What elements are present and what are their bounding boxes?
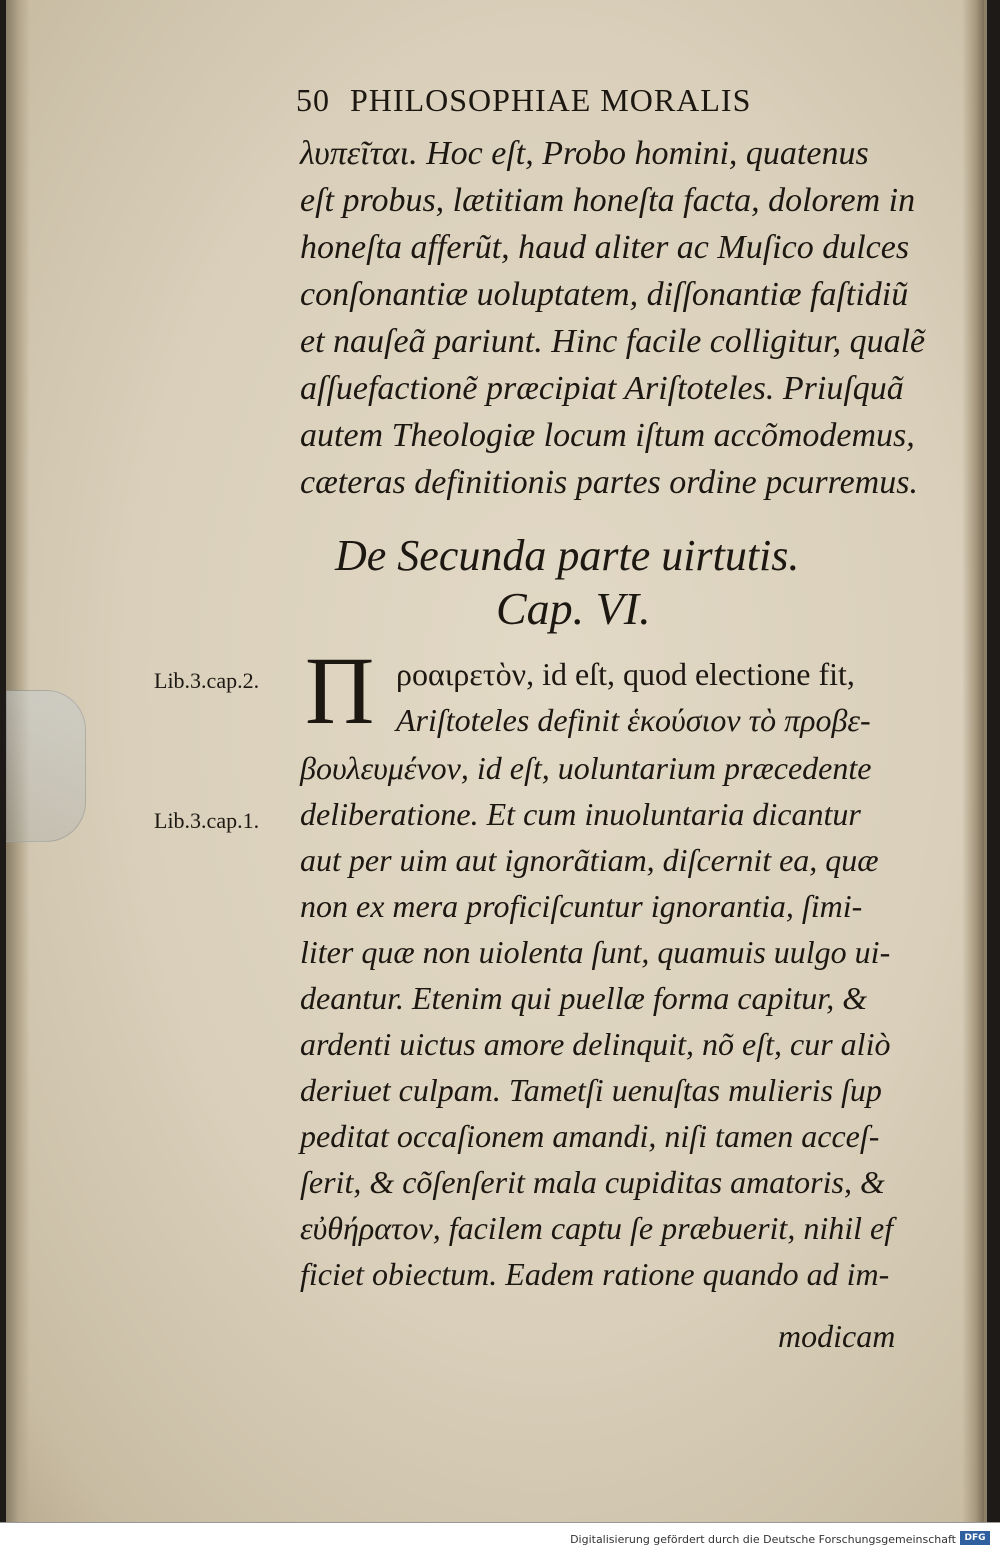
margin-note: Lib.3.cap.1. [154, 808, 260, 833]
text-line: cæteras definitionis partes ordine pcurremus. [300, 464, 918, 501]
margin-note: Lib.3.cap.2. [154, 668, 260, 693]
catchword: modicam [778, 1318, 896, 1354]
page-edge [962, 0, 984, 1522]
text-line: ſerit, & cõſenſerit mala cupiditas amatoris, & [300, 1164, 885, 1200]
drop-capital: Π [305, 637, 375, 744]
text-line: autem Theologiæ locum iſtum accõmodemus, [300, 417, 915, 454]
text-line: deriuet culpam. Tametſi uenuſtas mulieris ſup [300, 1072, 882, 1108]
text-line: deliberatione. Et cum inuoluntaria dicantur [300, 796, 861, 832]
footer-credit: Digitalisierung gefördert durch die Deutsche Forschungsgemeinschaft [570, 1533, 956, 1546]
text-line: et nauſeã pariunt. Hinc facile colligitur, qualẽ [300, 323, 926, 360]
running-head-title: PHILOSOPHIAE MORALIS [350, 82, 752, 118]
text-line: aut per uim aut ignorãtiam, diſcernit ea, quæ [300, 842, 879, 878]
text-line: λυπεῖται. Hoc eſt, Probo homini, quatenus [300, 135, 869, 172]
running-header [296, 82, 876, 119]
text-line: honeſta afferũt, haud aliter ac Muſico dulces [300, 229, 910, 266]
section-heading: De Secunda parte uirtutis. [335, 531, 800, 580]
text-line: conſonantiæ uoluptatem, diſſonantiæ faſtidiũ [300, 276, 909, 313]
page-number: 50 [296, 82, 330, 118]
text-line: aſſuefactionẽ præcipiat Ariſtoteles. Priuſquã [300, 370, 904, 407]
text-line: Ariſtoteles definit ἑκούσιον τὸ προβε- [396, 702, 871, 738]
text-line: deantur. Etenim qui puellæ forma capitur, & [300, 980, 868, 1016]
text-line: ροαιρετὸν, id eſt, quod electione fit, [396, 656, 855, 692]
text-line: non ex mera proficiſcuntur ignorantia, ſimi- [300, 888, 863, 924]
chapter-number: Cap. VI. [496, 583, 651, 634]
text-line: εὐθήρατον, facilem captu ſe præbuerit, nihil ef [300, 1210, 894, 1246]
dfg-logo: DFG [960, 1531, 990, 1545]
text-line: peditat occaſionem amandi, niſi tamen acceſ- [300, 1118, 880, 1154]
text-line: liter quæ non uiolenta ſunt, quamuis uulgo ui- [300, 934, 891, 970]
text-line: ficiet obiectum. Eadem ratione quando ad im- [300, 1256, 890, 1292]
text-line: βουλευμένον, id eſt, uoluntarium præcedente [300, 750, 872, 786]
text-line: eſt probus, lætitiam honeſta facta, dolorem in [300, 182, 916, 219]
text-line: ardenti uictus amore delinquit, nõ eſt, cur aliò [300, 1026, 891, 1062]
page-clip [6, 690, 86, 842]
